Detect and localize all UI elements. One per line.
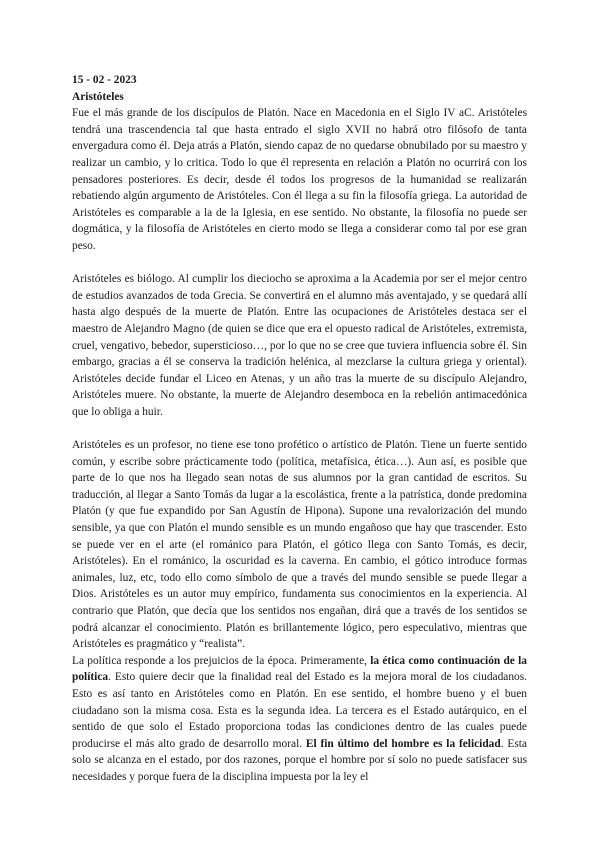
politics-text-2: . Esto quiere decir que la finalidad real del Estado es la mejora moral de los ciudadanos. Esto es así tanto en Aristóteles como en Platón. En ese sentido, el hombre bueno y el buen ciudadano son la misma cosa. Esta es la segunda idea. La tercera es el Estado autárquico, en el sentido de que solo el Estado proporciona todas las condiciones dentro de las cuales puede producirse el más alto grado de desarrollo moral. [72, 671, 527, 750]
document-page [72, 72, 527, 786]
paragraph-biography: Aristóteles es biólogo. Al cumplir los dieciocho se aproxima a la Academia por ser el mejor centro de estudios avanzados de toda Grecia. Se convertirá en el alumno más aventajado, y se quedará allí hasta algo después de la muerte de Platón. Entre las ocupaciones de Aristóteles destaca ser el maestro de Alejandro Magno (de quien se dice que era el opuesto radical de Aristóteles, extremista, cruel, vengativo, bebedor, supersticioso…, por lo que no se cree que tuviera influencia sobre él. Sin embargo, gracias a él se conserva la tradición helénica, al mezclarse la cultura griega y oriental). Aristóteles decide fundar el Liceo en Atenas, y un año tras la muerte de su discípulo Alejandro, Aristóteles muere. No obstante, la muerte de Alejandro desemboca en la rebelión antimacedónica que lo obliga a huir. [72, 273, 527, 418]
document-title: Aristóteles [72, 90, 124, 103]
paragraph-teacher: Aristóteles es un profesor, no tiene ese tono profético o artístico de Platón. Tiene un fuerte sentido común, y escribe sobre prácticamente todo (política, metafísica, ética…). Aun así, es posible que parte de lo que nos ha llegado sean notas de sus alumnos por la gran cantidad de escritos. Su traducción, al llegar a Santo Tomás da lugar a la escolástica, frente a la patrística, donde predomina Platón (y que fue expandido por San Agustín de Hipona). Supone una revalorización del mundo sensible, ya que con Platón el mundo sensible es un mundo engañoso que hay que trascender. Esto se puede ver en el arte (el románico para Platón, el gótico llega con Santo Tomás, es decir, Aristóteles). En el románico, la oscuridad es la caverna. En cambio, el gótico introduce formas animales, luz, etc, todo ello como símbolo de que a través del mundo sensible se puede llegar a Dios. Aristóteles es un autor muy empírico, fundamenta sus conocimientos en la experiencia. Al contrario que Platón, que decía que los sentidos nos engañan, dirá que a través de los sentidos se podrá alcanzar el conocimiento. Platón es brillantemente lógico, pero especulativo, mientras que Aristóteles es pragmático y “realista”. [72, 439, 527, 651]
politics-text-1: La política responde a los prejuicios de la época. Primeramente, [72, 654, 371, 667]
paragraph-intro: Fue el más grande de los discípulos de Platón. Nace en Macedonia en el Siglo IV aC. Aristóteles tendrá una trascendencia tal que hasta entrado el siglo XVII no habrá otro filósofo de tanta envergadura como él. Deja atrás a Platón, siendo capaz de no quedarse obnubilado por su maestro y realizar un cambio, y lo critica. Todo lo que él representa en relación a Platón no ocurrirá con los pensadores posteriores. Es decir, desde él todos los progresos de la humanidad se realizarán rebatiendo algún argumento de Aristóteles. Con él llega a su fin la filosofía griega. La autoridad de Aristóteles es comparable a la de la Iglesia, en ese sentido. No obstante, la filosofía no puede ser dogmática, y la filosofía de Aristóteles en cierto modo se llega a considerar como tal por ese gran peso. [72, 107, 527, 252]
politics-bold-ethics: la ética como continuación de la política [72, 654, 527, 684]
document-date: 15 - 02 - 2023 [72, 74, 137, 86]
politics-bold-happiness: El fin último del hombre es la felicidad [305, 737, 501, 750]
politics-text-3: . Esta solo se alcanza en el estado, por dos razones, porque el hombre por sí solo no puede satisfacer sus necesidades y porque fuera de la disciplina impuesta por la ley el [72, 737, 527, 783]
paragraph-politics [72, 653, 527, 786]
